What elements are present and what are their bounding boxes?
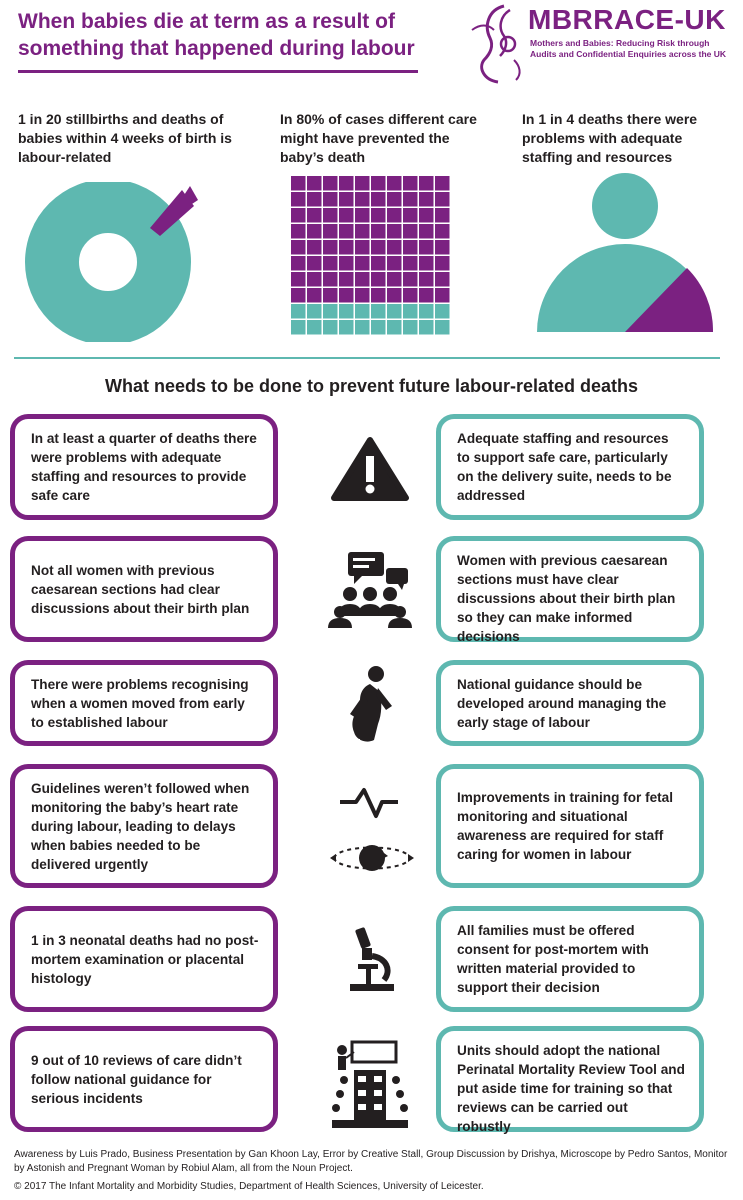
waffle-cell <box>355 192 370 207</box>
waffle-cell <box>323 192 338 207</box>
waffle-cell <box>307 256 322 271</box>
logo-tagline: Mothers and Babies: Reducing Risk through Audits and Confidential Enquiries across the UK <box>530 38 726 59</box>
waffle-cell <box>291 304 306 319</box>
waffle-cell <box>339 240 354 255</box>
waffle-cell <box>307 240 322 255</box>
waffle-cell <box>371 240 386 255</box>
waffle-cell <box>307 304 322 319</box>
waffle-cell <box>323 320 338 335</box>
waffle-cell <box>339 272 354 287</box>
finding-text-5: 1 in 3 neonatal deaths had no post-mortem examination or placental histology <box>31 932 259 986</box>
donut-chart-icon <box>18 182 198 342</box>
waffle-cell <box>435 224 450 239</box>
waffle-cell <box>339 320 354 335</box>
title-line-1: When babies die at term as a result of <box>18 10 395 33</box>
waffle-cell <box>419 304 434 319</box>
finding-box-1: In at least a quarter of deaths there were problems with adequate staffing and resources to provide safe care <box>10 414 278 520</box>
waffle-cell <box>339 176 354 191</box>
waffle-cell <box>435 208 450 223</box>
waffle-cell <box>355 240 370 255</box>
waffle-cell <box>435 288 450 303</box>
waffle-cell <box>291 256 306 271</box>
action-text-4: Improvements in training for fetal monitoring and situational awareness are required for staff caring for women in labour <box>457 790 674 862</box>
waffle-cell <box>387 192 402 207</box>
person-icon <box>535 172 715 334</box>
icon-credits: Awareness by Luis Prado, Business Presentation by Gan Khoon Lay, Error by Creative Stall, Group Discussion by Drishya, Microscope by Pedro Santos, Monitor by Astonish and Pregnant Woman by Robiul Alam, all from the Noun Project. <box>14 1149 728 1174</box>
waffle-cell <box>355 256 370 271</box>
waffle-cell <box>371 208 386 223</box>
waffle-cell <box>291 192 306 207</box>
waffle-cell <box>419 240 434 255</box>
title-underline <box>18 70 418 73</box>
waffle-cell <box>339 208 354 223</box>
waffle-cell <box>371 224 386 239</box>
stat-2-text: In 80% of cases different care might have prevented the baby’s death <box>280 111 477 165</box>
waffle-cell <box>371 320 386 335</box>
waffle-cell <box>435 192 450 207</box>
waffle-cell <box>387 176 402 191</box>
waffle-cell <box>371 272 386 287</box>
waffle-cell <box>307 224 322 239</box>
waffle-cell <box>323 304 338 319</box>
waffle-cell <box>307 320 322 335</box>
section-title: What needs to be done to prevent future labour-related deaths <box>104 376 639 396</box>
waffle-cell <box>403 288 418 303</box>
waffle-cell <box>387 272 402 287</box>
waffle-cell <box>435 320 450 335</box>
waffle-cell <box>291 176 306 191</box>
waffle-cell <box>403 304 418 319</box>
waffle-cell <box>339 256 354 271</box>
waffle-cell <box>419 208 434 223</box>
waffle-cell <box>419 272 434 287</box>
action-box-2: Women with previous caesarean sections must have clear discussions about their birth plan so they can make informed decisions <box>436 536 704 642</box>
waffle-cell <box>403 240 418 255</box>
heart-monitor-icon <box>320 786 420 876</box>
waffle-cell <box>403 208 418 223</box>
waffle-cell <box>323 176 338 191</box>
microscope-icon <box>320 926 420 992</box>
waffle-cell <box>355 176 370 191</box>
waffle-cell <box>355 304 370 319</box>
waffle-grid-icon <box>291 176 451 336</box>
waffle-cell <box>435 304 450 319</box>
waffle-cell <box>403 272 418 287</box>
group-discussion-icon <box>320 550 420 630</box>
waffle-cell <box>323 224 338 239</box>
waffle-cell <box>435 240 450 255</box>
waffle-cell <box>339 288 354 303</box>
waffle-cell <box>403 176 418 191</box>
waffle-cell <box>403 320 418 335</box>
waffle-cell <box>403 256 418 271</box>
waffle-cell <box>307 288 322 303</box>
waffle-cell <box>339 224 354 239</box>
waffle-cell <box>371 304 386 319</box>
action-box-3: National guidance should be developed around managing the early stage of labour <box>436 660 704 746</box>
waffle-cell <box>339 304 354 319</box>
waffle-cell <box>291 320 306 335</box>
waffle-cell <box>291 272 306 287</box>
waffle-cell <box>291 224 306 239</box>
waffle-cell <box>419 224 434 239</box>
waffle-cell <box>387 320 402 335</box>
action-box-5: All families must be offered consent for post-mortem with written material provided to support their decision <box>436 906 704 1012</box>
waffle-cell <box>387 240 402 255</box>
waffle-cell <box>387 304 402 319</box>
waffle-cell <box>371 176 386 191</box>
stat-1-text: 1 in 20 stillbirths and deaths of babies within 4 weeks of birth is labour-related <box>18 111 232 165</box>
waffle-cell <box>323 256 338 271</box>
waffle-cell <box>419 176 434 191</box>
finding-text-2: Not all women with previous caesarean sections had clear discussions about their birth plan <box>31 562 250 616</box>
waffle-cell <box>339 192 354 207</box>
waffle-cell <box>355 208 370 223</box>
pregnant-woman-icon <box>320 662 420 746</box>
waffle-cell <box>371 192 386 207</box>
waffle-cell <box>323 240 338 255</box>
waffle-cell <box>355 320 370 335</box>
waffle-cell <box>387 208 402 223</box>
waffle-cell <box>323 272 338 287</box>
finding-text-6: 9 out of 10 reviews of care didn’t follow national guidance for serious incidents <box>31 1052 242 1106</box>
waffle-cell <box>419 256 434 271</box>
section-divider <box>14 357 720 359</box>
waffle-cell <box>435 176 450 191</box>
waffle-cell <box>419 288 434 303</box>
waffle-cell <box>371 256 386 271</box>
waffle-cell <box>355 288 370 303</box>
finding-box-5 <box>10 906 278 1012</box>
waffle-cell <box>307 192 322 207</box>
action-box-6: Units should adopt the national Perinatal Mortality Review Tool and put aside time for training so that reviews can be carried out robustly <box>436 1026 704 1132</box>
waffle-cell <box>355 272 370 287</box>
finding-box-3: There were problems recognising when a women moved from early to established labour <box>10 660 278 746</box>
waffle-cell <box>307 272 322 287</box>
copyright: © 2017 The Infant Mortality and Morbidity Studies, Department of Health Sciences, University of Leicester. <box>14 1181 484 1192</box>
waffle-cell <box>387 224 402 239</box>
waffle-cell <box>419 192 434 207</box>
waffle-cell <box>403 192 418 207</box>
warning-icon <box>320 436 420 502</box>
waffle-cell <box>435 272 450 287</box>
waffle-cell <box>323 288 338 303</box>
waffle-cell <box>419 320 434 335</box>
page-title <box>18 8 438 62</box>
waffle-cell <box>323 208 338 223</box>
finding-box-6 <box>10 1026 278 1132</box>
waffle-cell <box>307 176 322 191</box>
stat-3-text: In 1 in 4 deaths there were problems with adequate staffing and resources <box>522 111 698 165</box>
title-line-2: something that happened during labour <box>18 37 415 60</box>
waffle-cell <box>291 288 306 303</box>
finding-box-2 <box>10 536 278 642</box>
action-box-4 <box>436 764 704 888</box>
waffle-cell <box>291 208 306 223</box>
finding-box-4: Guidelines weren’t followed when monitoring the baby’s heart rate during labour, leading to delays when babies needed to be delivered urgently <box>10 764 278 888</box>
waffle-cell <box>355 224 370 239</box>
waffle-cell <box>403 224 418 239</box>
waffle-cell <box>435 256 450 271</box>
waffle-cell <box>371 288 386 303</box>
waffle-cell <box>387 256 402 271</box>
waffle-cell <box>291 240 306 255</box>
waffle-cell <box>307 208 322 223</box>
business-presentation-icon <box>320 1036 420 1132</box>
action-box-1: Adequate staffing and resources to support safe care, particularly on the delivery suite, needs to be addressed <box>436 414 704 520</box>
waffle-cell <box>387 288 402 303</box>
logo-wordmark: MBRRACE-UK <box>528 4 726 35</box>
mbrrace-logo-icon <box>464 0 534 86</box>
